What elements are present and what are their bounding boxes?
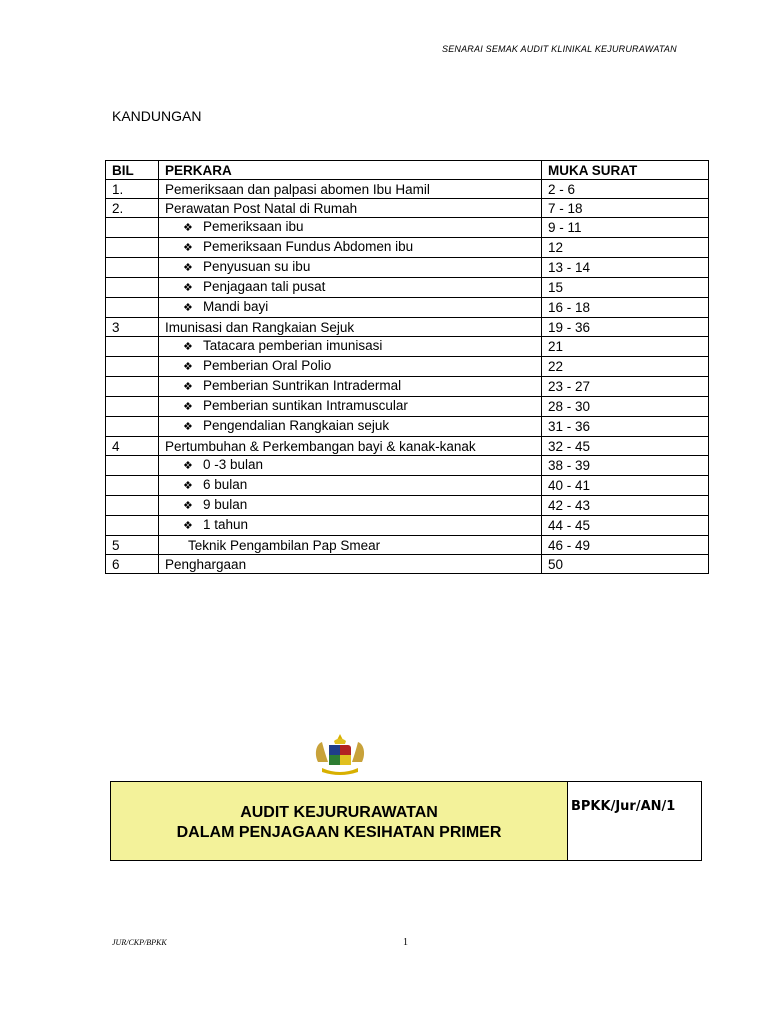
item-label: Pengendalian Rangkaian sejuk	[203, 418, 390, 433]
section-title: KANDUNGAN	[112, 108, 202, 124]
table-row	[106, 298, 709, 318]
cell-perkara	[159, 199, 542, 218]
cell-perkara	[159, 536, 542, 555]
cell-muka-surat: 12	[542, 238, 709, 258]
cover-title-line1: AUDIT KEJURURAWATAN	[240, 804, 438, 821]
page-number: 1	[403, 937, 408, 948]
cell-bil	[106, 397, 159, 417]
cell-muka-surat: 22	[542, 357, 709, 377]
cell-perkara	[159, 476, 542, 496]
footer-reference: JUR/CKP/BPKK	[112, 938, 167, 947]
cell-muka-surat: 7 - 18	[542, 199, 709, 218]
item-label: Penjagaan tali pusat	[203, 279, 326, 294]
cover-title-box	[110, 781, 702, 861]
running-header: SENARAI SEMAK AUDIT KLINIKAL KEJURURAWATAN	[442, 44, 677, 54]
item-label: Mandi bayi	[203, 299, 269, 314]
cell-bil	[106, 357, 159, 377]
cell-muka-surat: 38 - 39	[542, 456, 709, 476]
cell-perkara	[159, 278, 542, 298]
item-label: 6 bulan	[203, 477, 248, 492]
cell-bil: 3	[106, 318, 159, 337]
cell-perkara	[159, 417, 542, 437]
item-label: Pemberian suntikan Intramuscular	[203, 398, 408, 413]
cell-muka-surat: 21	[542, 337, 709, 357]
cell-perkara	[159, 516, 542, 536]
cell-perkara	[159, 437, 542, 456]
column-header-perkara: PERKARA	[159, 161, 542, 180]
table-row	[106, 516, 709, 536]
table-row	[106, 238, 709, 258]
table-row	[106, 199, 709, 218]
cell-bil	[106, 218, 159, 238]
cell-bil	[106, 278, 159, 298]
cell-muka-surat: 44 - 45	[542, 516, 709, 536]
table-header-row	[106, 161, 709, 180]
cell-perkara	[159, 357, 542, 377]
cell-perkara	[159, 258, 542, 278]
diamond-bullet-icon: ❖	[183, 341, 193, 353]
cover-title-line2: DALAM PENJAGAAN KESIHATAN PRIMER	[176, 824, 502, 841]
cell-perkara	[159, 377, 542, 397]
item-label: Pemeriksaan ibu	[203, 219, 304, 234]
cell-muka-surat: 9 - 11	[542, 218, 709, 238]
diamond-bullet-icon: ❖	[183, 421, 193, 433]
cell-bil	[106, 238, 159, 258]
cell-bil	[106, 337, 159, 357]
cell-muka-surat: 23 - 27	[542, 377, 709, 397]
cell-muka-surat: 28 - 30	[542, 397, 709, 417]
cell-bil	[106, 516, 159, 536]
cell-muka-surat: 32 - 45	[542, 437, 709, 456]
cell-muka-surat: 19 - 36	[542, 318, 709, 337]
diamond-bullet-icon: ❖	[183, 262, 193, 274]
item-label: Pemeriksaan Fundus Abdomen ibu	[203, 239, 414, 254]
table-row	[106, 258, 709, 278]
cell-bil	[106, 377, 159, 397]
contents-table	[105, 160, 709, 574]
item-label: Penyusuan su ibu	[203, 259, 311, 274]
cell-bil	[106, 496, 159, 516]
cell-muka-surat: 15	[542, 278, 709, 298]
diamond-bullet-icon: ❖	[183, 242, 193, 254]
item-label: Tatacara pemberian imunisasi	[203, 338, 383, 353]
cell-muka-surat: 2 - 6	[542, 180, 709, 199]
item-label: Pertumbuhan & Perkembangan bayi & kanak-kanak	[165, 438, 476, 454]
cell-perkara	[159, 318, 542, 337]
cell-perkara	[159, 397, 542, 417]
diamond-bullet-icon: ❖	[183, 460, 193, 472]
cell-perkara	[159, 298, 542, 318]
item-label: Perawatan Post Natal di Rumah	[165, 200, 358, 216]
diamond-bullet-icon: ❖	[183, 401, 193, 413]
cell-bil: 5	[106, 536, 159, 555]
item-label: Pemeriksaan dan palpasi abomen Ibu Hamil	[165, 181, 430, 197]
document-code: BPKK/Jur/AN/1	[571, 799, 676, 814]
item-label: Penghargaan	[165, 556, 247, 572]
table-row	[106, 496, 709, 516]
diamond-bullet-icon: ❖	[183, 500, 193, 512]
table-row	[106, 357, 709, 377]
table-row	[106, 377, 709, 397]
table-row	[106, 536, 709, 555]
cell-bil: 1.	[106, 180, 159, 199]
diamond-bullet-icon: ❖	[183, 520, 193, 532]
diamond-bullet-icon: ❖	[183, 480, 193, 492]
cell-perkara	[159, 496, 542, 516]
cell-muka-surat: 50	[542, 555, 709, 574]
cell-perkara	[159, 180, 542, 199]
table-row	[106, 397, 709, 417]
cell-perkara	[159, 555, 542, 574]
table-row	[106, 180, 709, 199]
cell-bil	[106, 476, 159, 496]
diamond-bullet-icon: ❖	[183, 302, 193, 314]
table-row	[106, 318, 709, 337]
item-label: 0 -3 bulan	[203, 457, 264, 472]
diamond-bullet-icon: ❖	[183, 381, 193, 393]
cell-bil: 6	[106, 555, 159, 574]
cell-bil	[106, 417, 159, 437]
cell-muka-surat: 16 - 18	[542, 298, 709, 318]
cell-muka-surat: 13 - 14	[542, 258, 709, 278]
cell-muka-surat: 42 - 43	[542, 496, 709, 516]
cell-perkara	[159, 218, 542, 238]
cell-muka-surat: 46 - 49	[542, 536, 709, 555]
table-row	[106, 555, 709, 574]
column-header-bil: BIL	[106, 161, 159, 180]
table-row	[106, 476, 709, 496]
item-label: Imunisasi dan Rangkaian Sejuk	[165, 319, 355, 335]
column-header-muka-surat: MUKA SURAT	[542, 161, 709, 180]
malaysia-coat-of-arms-icon	[312, 732, 368, 778]
cell-muka-surat: 31 - 36	[542, 417, 709, 437]
cell-perkara	[159, 337, 542, 357]
cell-bil	[106, 298, 159, 318]
table-row	[106, 417, 709, 437]
diamond-bullet-icon: ❖	[183, 282, 193, 294]
cell-bil	[106, 258, 159, 278]
item-label: Pemberian Suntrikan Intradermal	[203, 378, 402, 393]
diamond-bullet-icon: ❖	[183, 222, 193, 234]
table-row	[106, 337, 709, 357]
table-row	[106, 278, 709, 298]
cell-muka-surat: 40 - 41	[542, 476, 709, 496]
diamond-bullet-icon: ❖	[183, 361, 193, 373]
table-row	[106, 218, 709, 238]
table-row	[106, 456, 709, 476]
table-row	[106, 437, 709, 456]
contents-table-body	[106, 180, 709, 574]
cell-perkara	[159, 238, 542, 258]
item-label: Pemberian Oral Polio	[203, 358, 332, 373]
cover-title	[111, 782, 568, 860]
cell-bil	[106, 456, 159, 476]
item-label: 1 tahun	[203, 517, 249, 532]
item-label: Teknik Pengambilan Pap Smear	[188, 537, 381, 553]
item-label: 9 bulan	[203, 497, 248, 512]
cell-bil: 4	[106, 437, 159, 456]
cell-perkara	[159, 456, 542, 476]
cell-bil: 2.	[106, 199, 159, 218]
